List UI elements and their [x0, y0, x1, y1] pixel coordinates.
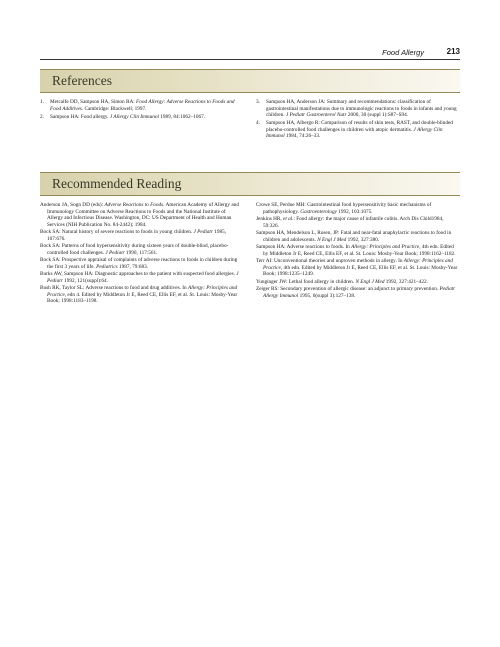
running-header	[40, 47, 460, 60]
reference-number: 3.	[256, 99, 260, 105]
reading-text: 1995, 6(suppl 3):127–138.	[298, 292, 356, 299]
reading-item	[40, 202, 242, 228]
reading-item	[40, 257, 242, 270]
reading-text: Bush RK, Taylor SL: Adverse reactions to food and drug additives. In	[40, 285, 188, 291]
reading-title: Allergy: Principles and Practice	[351, 244, 420, 250]
reading-title: Gastroenterology	[300, 208, 337, 215]
reading-text: : Food allergy: the major cause of infantile colitis. Arch Dis Child1984, 59:326.	[263, 216, 444, 229]
reading-item	[256, 230, 460, 243]
reading-item	[40, 285, 242, 305]
reading-text: 1992, 327:421–422.	[384, 278, 428, 285]
references-heading: References	[52, 73, 112, 88]
recommended-column-right	[256, 202, 460, 300]
reference-item	[256, 99, 460, 119]
reading-text: Bock SA: Patterns of food hypersensitivity during sixteen years of double-blind, placebo-controlled food challenges.	[40, 243, 229, 256]
reference-number: 2.	[40, 113, 44, 120]
reference-item	[40, 99, 242, 112]
reading-text: Crowe SE, Perdue MH: Gastrointestinal food hypersensitivity basic mechanisms of pathophysiology.	[256, 202, 432, 215]
reading-title: N Engl J Med	[317, 236, 347, 243]
reading-text: Burks AW, Sampson HA: Diagnostic approaches to the patient with suspected food allergies.	[40, 271, 237, 277]
reference-text: Cambridge: Blackwell; 1997.	[83, 105, 147, 112]
reference-text: 1984, 74:26–33.	[284, 133, 321, 139]
reading-text: Sampson HA, Mendelson L, Rosen, JP: Fatal and near-fatal anaphylactic reactions to food in children and adolescents.	[256, 230, 452, 243]
page-number: 213	[446, 47, 460, 56]
reference-item	[40, 114, 242, 121]
reading-title: Allergy: Principles and Practice	[263, 258, 453, 271]
reading-item	[256, 216, 460, 229]
reading-item	[40, 243, 242, 256]
reading-item	[40, 271, 242, 284]
reading-item	[256, 279, 460, 286]
reading-title: J Pediatr	[105, 249, 125, 256]
reading-text: 1990, 117:561.	[124, 249, 158, 256]
references-list-left	[40, 99, 242, 120]
running-title: Food Allergy	[382, 48, 424, 57]
reading-title: et al.	[282, 216, 294, 222]
reading-text: Anderson JA, Sogn DD (eds):	[40, 202, 105, 208]
reading-text: , edn 4. Edited by Middleton Jr E, Reed CE, Ellis EF, et al. St. Louis: Mosby-Year Book; 1998:1183–1198.	[47, 291, 238, 304]
reference-text: Sampson HA, Anderson JA: Summary and recommendations: classification of gastrointestinal manifestations due to immunologic reactions to foods in infants and young children.	[266, 99, 457, 118]
reference-title: J Pediatr Gastroenterol Nutr	[285, 112, 347, 118]
reading-item	[256, 244, 460, 257]
references-column-right	[256, 99, 460, 141]
reading-text: Yunginger JW: Lethal food allergy in children.	[256, 278, 356, 285]
reading-text: Bock SA: Natural history of severe reactions to foods in young children.	[40, 229, 194, 235]
reading-item	[256, 202, 460, 215]
reference-text: 1989, 84:1062–1067.	[158, 113, 206, 120]
reference-text: Sampson HA, Albergo R: Comparison of results of skin tests, RAST, and double-blinded placebo-controlled food challenges in children with atopic dermatitis.	[266, 120, 453, 133]
reference-text: Sampson HA: Food allergy.	[50, 113, 110, 120]
reference-title: J Allergy Clin Immunol	[109, 113, 159, 120]
reading-text: American Academy of Allergy and Immunology Committee on Adverse Reactions to Foods and the National Institute of Allergy and Infectious Disease. Washington, DC: US Department of Health and Human Services (NIH Publication No. 84-2442); 1984.	[47, 202, 239, 228]
reading-title: Pediatr Allergy Immunol	[263, 286, 456, 299]
reading-title: N Engl J Med	[355, 278, 385, 285]
reading-text: Bock SA: Prospective appraisal of complaints of adverse reactions to foods in children during the first 3 years of life.	[40, 257, 238, 270]
reading-title: Pediatrics	[96, 263, 118, 270]
reading-text: Terr AI: Unconventional theories and unproven methods in allergy. In	[256, 258, 404, 264]
reading-text: Zeiger RS: Secondary prevention of allergic disease: an adjunct to primary prevention.	[256, 286, 440, 292]
recommended-reading-heading: Recommended Reading	[52, 176, 182, 191]
reading-text: , 4th edn. Edited by Middleton Jr E, Reed CE, Ellis EF, et al. St. Louis: Mosby-Year Book; 1998:1235–1249.	[263, 264, 458, 277]
reference-item	[256, 120, 460, 140]
references-heading-band	[40, 69, 460, 93]
recommended-reading-heading-band	[40, 172, 460, 196]
reading-text: Jenkins HR,	[256, 216, 283, 222]
reading-item	[40, 229, 242, 242]
reading-item	[256, 286, 460, 299]
reading-title: J Pediatr	[47, 271, 239, 284]
reading-title: J Pediatr	[193, 229, 213, 235]
reading-text: Sampson HA: Adverse reactions to foods. In	[256, 244, 352, 250]
reading-title: Adverse Reactions to Foods.	[104, 202, 165, 208]
reference-title: Food Allergy: Adverse Reactions to Foods and Food Additives.	[50, 99, 235, 112]
reading-text: 1992, 103:1075.	[336, 208, 373, 215]
references-column-left	[40, 99, 242, 122]
reading-item	[256, 258, 460, 278]
reference-text: Metcalfe DD, Sampson HA, Simon RA:	[50, 99, 137, 105]
reading-text: 1992, 327:380.	[346, 236, 380, 243]
reading-title: Allergy: Principles and Practice	[47, 285, 238, 298]
reference-title: J Allergy Clin Immunol	[266, 126, 443, 139]
reference-text: 2000, 30 (suppl 1):S87–S94.	[346, 112, 409, 118]
recommended-column-left	[40, 202, 242, 306]
reference-number: 4.	[256, 120, 260, 126]
reading-text: 1985, 107:676.	[47, 229, 227, 242]
reference-number: 1.	[40, 99, 44, 105]
reading-text: 1987, 79:683.	[117, 263, 149, 270]
reading-text: , 4th edn. Edited by Middleton Jr E, Reed CE, Ellis EF, et al. St. Louis: Mosby-Year Book; 1998:1162–1182.	[263, 244, 456, 257]
reading-text: 1992, 121(suppl):64.	[62, 277, 108, 284]
references-list-right	[256, 99, 460, 140]
